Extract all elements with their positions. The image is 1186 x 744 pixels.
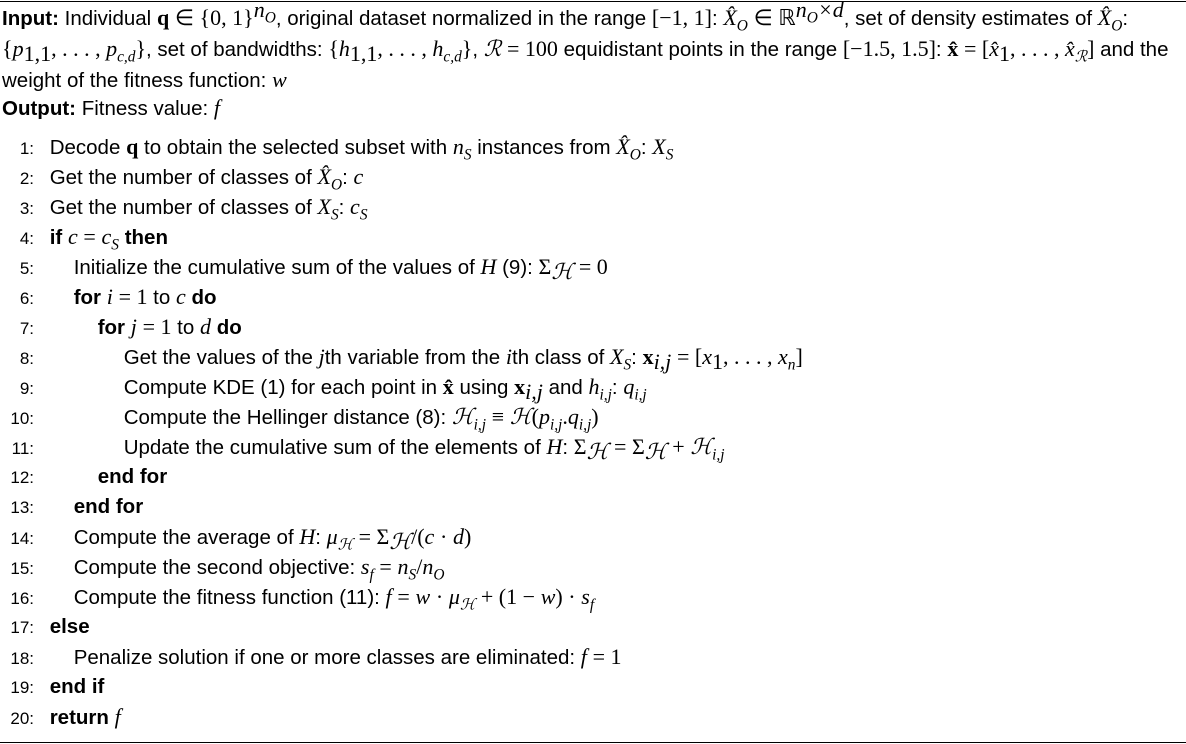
line-number: 4: (19, 229, 34, 248)
line-number: 14: (10, 529, 34, 548)
line-text: Initialize the cumulative sum of the values of H (9): $\Sigma_ℋ = 0$ (73, 254, 608, 285)
algorithm-line (0, 312, 242, 342)
top-rule (0, 1, 1186, 2)
line-text: Compute the average of H: $\mu_ℋ = \Sigma_ℋ/(c \cdot d)$ (73, 524, 472, 555)
keyword: return (49, 706, 109, 729)
line-number: 17: (10, 618, 34, 637)
algorithm-line (0, 252, 608, 285)
line-text: Decode q to obtain the selected subset with $n_S$ instances from $X̂_O$: $X_S$ (49, 134, 674, 164)
algorithm-line (0, 612, 90, 642)
line-number: 13: (10, 498, 34, 517)
algorithm-line (0, 492, 143, 522)
line-number: 11: (11, 439, 34, 458)
line-number: 19: (10, 678, 34, 697)
line-number: 10: (10, 409, 34, 428)
algorithm-line (0, 462, 167, 492)
line-text: Get the number of classes of $X_S$: $c_S$ (49, 194, 368, 224)
algorithm-line (0, 222, 168, 252)
keyword: if (49, 226, 63, 249)
algorithm-line (0, 282, 217, 312)
line-text: Get the number of classes of $X̂_O$: c (49, 164, 364, 194)
algorithm-line (0, 162, 363, 192)
keyword: end if (49, 675, 105, 698)
line-number: 3: (19, 199, 34, 218)
line-text: if $c = c_S$ then (49, 224, 168, 254)
keyword: do (191, 286, 217, 309)
input-text: Individual q ∈ {0, 1}$^{n_O}$, original dataset normalized in the range [−1, 1]: $X̂_O$ ∈ ℝ$^{n_O\times d}$, set of density estimates of $X̂_O$: {$p_{1,1}$, . . . , $p_{c,d}$}, set of bandwidths: {$h_{1,1}$, . . . , $h_{c,d}$}, ℛ = 100 equidistant points in the range [−1.5, 1.5]: x̂ = [$x̂_1$, . . . , $x̂_ℛ$] and the weight of the fitness function: w (2, 0, 1169, 92)
line-text: Compute the Hellinger distance (8): ℋ$_{i,j}$ ≡ $ℋ(p_{i,j}.q_{i,j})$ (123, 404, 599, 434)
algorithm-line (0, 552, 445, 582)
keyword: end for (97, 465, 168, 488)
algorithm-line (0, 642, 622, 672)
line-text: Compute the second objective: $s_f = n_S/n_O$ (73, 554, 445, 584)
line-number: 18: (10, 649, 34, 668)
keyword: then (124, 226, 168, 249)
algorithm-input (2, 0, 1182, 96)
line-number: 20: (10, 709, 34, 728)
line-number: 15: (10, 559, 34, 578)
algorithm-line (0, 582, 594, 612)
return-value: f (114, 704, 121, 729)
line-text: for j = 1 to d do (97, 314, 242, 339)
line-text (50, 672, 105, 702)
keyword: end for (73, 495, 144, 518)
line-text: for i = 1 to c do (73, 284, 217, 309)
input-label: Input: (2, 7, 59, 30)
algorithm-line (0, 522, 472, 555)
algorithm-line (0, 672, 104, 702)
keyword: for (97, 316, 126, 339)
bottom-rule (0, 742, 1186, 743)
algorithm-line (0, 402, 599, 432)
line-text (50, 702, 121, 733)
line-number: 8: (19, 349, 34, 368)
algorithm-line (0, 702, 121, 732)
line-text: Penalize solution if one or more classes are eliminated: f = 1 (73, 644, 622, 669)
algorithm-line (0, 192, 368, 222)
line-text: Compute KDE (1) for each point in x̂ using $x_{i,j}$ and $h_{i,j}$: $q_{i,j}$ (123, 374, 647, 405)
line-text (50, 612, 90, 642)
algorithm-line (0, 372, 647, 405)
line-number: 6: (19, 289, 34, 308)
line-number: 16: (10, 589, 34, 608)
line-number: 1: (19, 139, 34, 158)
line-number: 7: (19, 319, 34, 338)
algorithm-line (0, 132, 673, 162)
line-text: Get the values of the jth variable from the ith class of $X_S$: $x_{i,j} = [x_1$, . . . , $x_n$] (123, 344, 803, 375)
line-number: 5: (19, 259, 34, 278)
line-text (98, 462, 167, 492)
keyword: do (216, 316, 242, 339)
line-text: Update the cumulative sum of the elements of H: $\Sigma_ℋ = \Sigma_ℋ$ + ℋ$_{i,j}$ (123, 434, 725, 465)
line-number: 12: (10, 468, 34, 487)
line-number: 9: (19, 379, 34, 398)
output-label: Output: (2, 97, 76, 120)
line-text (74, 492, 143, 522)
algorithm-line (0, 342, 803, 375)
line-number: 2: (19, 169, 34, 188)
algorithm-line (0, 432, 725, 465)
algorithm-output (2, 93, 1182, 124)
keyword: else (49, 615, 90, 638)
keyword: for (73, 286, 102, 309)
output-text: Fitness value: f (81, 95, 220, 120)
line-text: Compute the fitness function (11): $f = w \cdot \mu_ℋ + (1 - w) \cdot s_f$ (73, 584, 595, 614)
